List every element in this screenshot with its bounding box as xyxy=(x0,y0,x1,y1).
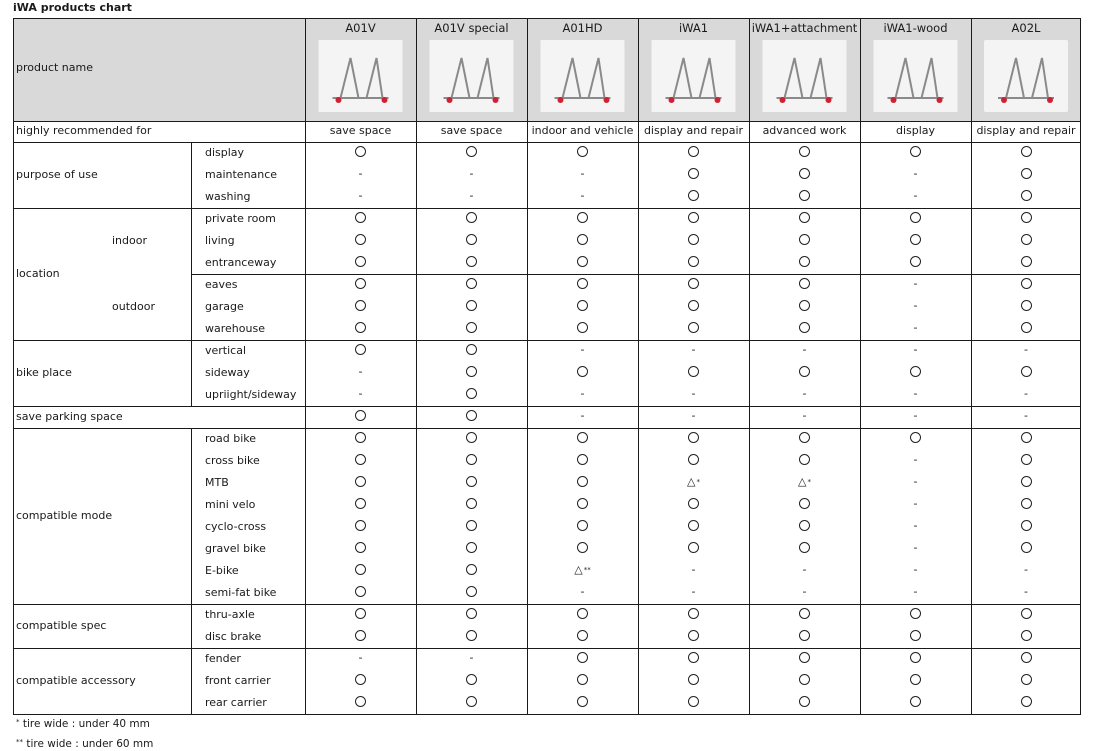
dash-mark: - xyxy=(1024,409,1028,422)
circle-mark xyxy=(860,145,971,159)
circle-mark xyxy=(971,475,1081,489)
triangle-mark: △* xyxy=(798,475,811,488)
grid-line xyxy=(191,142,192,208)
circle-mark xyxy=(971,167,1081,181)
row-label-eaves: eaves xyxy=(205,278,238,291)
circle-mark xyxy=(305,453,416,467)
triangle-mark: △** xyxy=(574,563,591,576)
row-label-front-carrier: front carrier xyxy=(205,674,271,687)
circle-mark xyxy=(749,233,860,247)
grid-line xyxy=(13,121,1081,122)
circle-mark xyxy=(305,255,416,269)
row-label-warehouse: warehouse xyxy=(205,322,265,335)
circle-mark xyxy=(971,365,1081,379)
row-label-living: living xyxy=(205,234,235,247)
dash-mark: - xyxy=(691,563,696,576)
grid-line xyxy=(191,274,1081,275)
circle-mark xyxy=(416,365,527,379)
circle-mark xyxy=(416,629,527,643)
row-label-private-room: private room xyxy=(205,212,276,225)
footnote-marker: ** xyxy=(16,738,23,746)
subgroup-label-2-2: outdoor xyxy=(112,300,155,313)
circle-mark xyxy=(638,145,749,159)
dash-mark: - xyxy=(580,409,585,422)
row-label-mini-velo: mini velo xyxy=(205,498,256,511)
circle-mark xyxy=(638,189,749,203)
row-label-e-bike: E-bike xyxy=(205,564,239,577)
dash-mark: - xyxy=(913,321,918,334)
row-label-road-bike: road bike xyxy=(205,432,257,445)
dash-mark: - xyxy=(913,563,918,576)
circle-mark xyxy=(305,563,416,577)
row-label-fender: fender xyxy=(205,652,241,665)
row-label-garage: garage xyxy=(205,300,244,313)
circle-mark xyxy=(749,211,860,225)
dash-mark: - xyxy=(913,497,918,510)
circle-mark xyxy=(749,277,860,291)
circle-mark xyxy=(527,233,638,247)
grid-line xyxy=(191,604,192,648)
circle-mark xyxy=(305,431,416,445)
grid-line xyxy=(13,18,14,715)
footnote-text: tire wide : under 60 mm xyxy=(23,738,154,750)
circle-mark xyxy=(971,255,1081,269)
circle-mark xyxy=(305,497,416,511)
circle-mark xyxy=(527,321,638,335)
dash-mark: - xyxy=(469,189,474,202)
circle-mark xyxy=(749,189,860,203)
circle-mark xyxy=(527,541,638,555)
grid-line xyxy=(13,604,1081,605)
dash-mark: - xyxy=(802,563,807,576)
group-label-6: compatible spec xyxy=(16,619,107,632)
circle-mark xyxy=(527,255,638,269)
dash-mark: - xyxy=(358,365,363,378)
circle-mark xyxy=(638,453,749,467)
circle-mark xyxy=(305,585,416,599)
grid-line xyxy=(13,428,1081,429)
circle-mark xyxy=(305,673,416,687)
recommended-7: display and repair xyxy=(976,124,1076,137)
dash-mark: - xyxy=(802,343,807,356)
circle-mark xyxy=(416,299,527,313)
dash-mark: - xyxy=(913,585,918,598)
circle-mark xyxy=(749,321,860,335)
circle-mark xyxy=(749,695,860,709)
circle-mark xyxy=(416,563,527,577)
group-label-1: purpose of use xyxy=(16,168,98,181)
grid-line xyxy=(13,406,1081,407)
circle-mark xyxy=(971,211,1081,225)
circle-mark xyxy=(638,497,749,511)
circle-mark xyxy=(860,651,971,665)
dash-mark: - xyxy=(802,387,807,400)
chart-title: iWA products chart xyxy=(13,1,132,14)
circle-mark xyxy=(305,211,416,225)
circle-mark xyxy=(416,277,527,291)
dash-mark: - xyxy=(913,387,918,400)
product-photo-2 xyxy=(429,40,514,112)
dash-mark: - xyxy=(580,167,585,180)
circle-mark xyxy=(416,145,527,159)
dash-mark: - xyxy=(1024,387,1028,400)
row-label-gravel-bike: gravel bike xyxy=(205,542,266,555)
circle-mark xyxy=(527,277,638,291)
dash-mark: - xyxy=(913,277,918,290)
row-label-cross-bike: cross bike xyxy=(205,454,260,467)
group-label-5: compatible mode xyxy=(16,509,113,522)
circle-mark xyxy=(305,475,416,489)
row-label-entranceway: entranceway xyxy=(205,256,277,269)
circle-mark xyxy=(638,541,749,555)
circle-mark xyxy=(416,519,527,533)
grid-line xyxy=(13,18,1081,19)
dash-mark: - xyxy=(913,299,918,312)
product-name-6: iWA1-wood xyxy=(883,21,948,35)
circle-mark xyxy=(416,233,527,247)
group-label-7: compatible accessory xyxy=(16,674,136,687)
circle-mark xyxy=(305,695,416,709)
circle-mark xyxy=(638,673,749,687)
dash-mark: - xyxy=(913,343,918,356)
circle-mark xyxy=(527,431,638,445)
dash-mark: - xyxy=(469,651,474,664)
products-table xyxy=(13,18,1081,715)
circle-mark xyxy=(749,255,860,269)
group-label-4: save parking space xyxy=(16,410,123,423)
circle-mark xyxy=(305,299,416,313)
circle-mark xyxy=(305,233,416,247)
circle-mark xyxy=(971,431,1081,445)
circle-mark xyxy=(971,497,1081,511)
circle-mark xyxy=(860,629,971,643)
row-label-rear-carrier: rear carrier xyxy=(205,696,267,709)
circle-mark xyxy=(749,365,860,379)
circle-mark xyxy=(971,233,1081,247)
dash-mark: - xyxy=(691,343,696,356)
circle-mark xyxy=(860,695,971,709)
grid-line xyxy=(191,428,192,604)
dash-mark: - xyxy=(358,189,363,202)
row-label-maintenance: maintenance xyxy=(205,168,278,181)
circle-mark xyxy=(749,519,860,533)
circle-mark xyxy=(416,497,527,511)
circle-mark xyxy=(749,431,860,445)
grid-line xyxy=(191,648,192,714)
row-label-display: display xyxy=(205,146,245,159)
circle-mark xyxy=(416,211,527,225)
dash-mark: - xyxy=(469,167,474,180)
recommended-3: indoor and vehicle xyxy=(531,124,634,137)
dash-mark: - xyxy=(691,387,696,400)
circle-mark xyxy=(527,651,638,665)
dash-mark: - xyxy=(358,167,363,180)
circle-mark xyxy=(527,673,638,687)
product-name-7: A02L xyxy=(1011,21,1041,35)
circle-mark xyxy=(860,365,971,379)
dash-mark: - xyxy=(358,387,363,400)
row-label-semi-fat-bike: semi-fat bike xyxy=(205,586,277,599)
footnote-marker: * xyxy=(16,718,20,726)
circle-mark xyxy=(416,607,527,621)
grid-line xyxy=(13,340,1081,341)
circle-mark xyxy=(971,189,1081,203)
circle-mark xyxy=(416,409,527,423)
circle-mark xyxy=(416,453,527,467)
product-photo-1 xyxy=(318,40,403,112)
circle-mark xyxy=(638,277,749,291)
footnote-1 xyxy=(16,718,150,730)
dash-mark: - xyxy=(580,387,585,400)
circle-mark xyxy=(638,167,749,181)
circle-mark xyxy=(527,453,638,467)
circle-mark xyxy=(527,695,638,709)
product-name-1: A01V xyxy=(345,21,376,35)
dash-mark: - xyxy=(913,189,918,202)
circle-mark xyxy=(860,233,971,247)
dash-mark: - xyxy=(1024,343,1028,356)
circle-mark xyxy=(749,673,860,687)
grid-line xyxy=(13,714,1081,715)
dash-mark: - xyxy=(580,343,585,356)
dash-mark: - xyxy=(1024,563,1028,576)
circle-mark xyxy=(860,211,971,225)
circle-mark xyxy=(527,607,638,621)
circle-mark xyxy=(638,233,749,247)
circle-mark xyxy=(749,607,860,621)
circle-mark xyxy=(305,629,416,643)
group-label-2: location xyxy=(16,267,60,280)
circle-mark xyxy=(638,629,749,643)
circle-mark xyxy=(416,585,527,599)
recommended-6: display xyxy=(895,124,936,137)
product-name-5: iWA1+attachment xyxy=(751,21,858,35)
dash-mark: - xyxy=(913,409,918,422)
circle-mark xyxy=(416,673,527,687)
circle-mark xyxy=(305,409,416,423)
circle-mark xyxy=(971,519,1081,533)
grid-line xyxy=(191,340,192,406)
product-name-label: product name xyxy=(16,61,93,74)
row-label-sideway: sideway xyxy=(205,366,250,379)
dash-mark: - xyxy=(580,189,585,202)
product-photo-6 xyxy=(873,40,958,112)
circle-mark xyxy=(527,519,638,533)
circle-mark xyxy=(527,497,638,511)
group-label-3: bike place xyxy=(16,366,72,379)
dash-mark: - xyxy=(580,585,585,598)
circle-mark xyxy=(638,255,749,269)
circle-mark xyxy=(749,299,860,313)
recommended-4: display and repair xyxy=(643,124,744,137)
circle-mark xyxy=(638,651,749,665)
circle-mark xyxy=(971,629,1081,643)
circle-mark xyxy=(638,431,749,445)
circle-mark xyxy=(527,299,638,313)
circle-mark xyxy=(971,651,1081,665)
dash-mark: - xyxy=(913,475,918,488)
circle-mark xyxy=(971,277,1081,291)
circle-mark xyxy=(860,431,971,445)
circle-mark xyxy=(305,277,416,291)
circle-mark xyxy=(305,145,416,159)
footnote-2 xyxy=(16,738,153,750)
circle-mark xyxy=(860,607,971,621)
circle-mark xyxy=(527,475,638,489)
circle-mark xyxy=(638,365,749,379)
row-label-thru-axle: thru-axle xyxy=(205,608,255,621)
circle-mark xyxy=(971,607,1081,621)
grid-line xyxy=(13,142,1081,143)
circle-mark xyxy=(749,651,860,665)
circle-mark xyxy=(527,365,638,379)
dash-mark: - xyxy=(802,585,807,598)
circle-mark xyxy=(527,145,638,159)
product-name-4: iWA1 xyxy=(678,21,709,35)
circle-mark xyxy=(305,607,416,621)
circle-mark xyxy=(305,343,416,357)
circle-mark xyxy=(971,541,1081,555)
circle-mark xyxy=(305,541,416,555)
circle-mark xyxy=(638,519,749,533)
product-photo-7 xyxy=(984,40,1068,112)
circle-mark xyxy=(638,607,749,621)
circle-mark xyxy=(971,321,1081,335)
recommended-2: save space xyxy=(440,124,503,137)
dash-mark: - xyxy=(358,651,363,664)
dash-mark: - xyxy=(1024,585,1028,598)
product-name-3: A01HD xyxy=(562,21,603,35)
row-label-disc-brake: disc brake xyxy=(205,630,262,643)
dash-mark: - xyxy=(691,585,696,598)
recommended-label: highly recommended for xyxy=(16,124,152,137)
circle-mark xyxy=(971,673,1081,687)
circle-mark xyxy=(749,453,860,467)
recommended-5: advanced work xyxy=(762,124,847,137)
circle-mark xyxy=(305,519,416,533)
circle-mark xyxy=(749,167,860,181)
circle-mark xyxy=(749,497,860,511)
footnote-text: tire wide : under 40 mm xyxy=(19,718,150,730)
circle-mark xyxy=(749,145,860,159)
circle-mark xyxy=(416,255,527,269)
grid-line xyxy=(13,648,1081,649)
circle-mark xyxy=(416,695,527,709)
circle-mark xyxy=(971,145,1081,159)
circle-mark xyxy=(971,299,1081,313)
circle-mark xyxy=(860,255,971,269)
circle-mark xyxy=(305,321,416,335)
subgroup-label-2-1: indoor xyxy=(112,234,147,247)
dash-mark: - xyxy=(913,453,918,466)
circle-mark xyxy=(638,695,749,709)
circle-mark xyxy=(416,387,527,401)
product-name-2: A01V special xyxy=(434,21,509,35)
row-label-upriight-sideway: upriight/sideway xyxy=(205,388,297,401)
circle-mark xyxy=(527,629,638,643)
recommended-1: save space xyxy=(329,124,392,137)
circle-mark xyxy=(527,211,638,225)
row-label-cyclo-cross: cyclo-cross xyxy=(205,520,267,533)
dash-mark: - xyxy=(913,541,918,554)
row-label-washing: washing xyxy=(205,190,251,203)
dash-mark: - xyxy=(691,409,696,422)
circle-mark xyxy=(416,321,527,335)
product-photo-4 xyxy=(651,40,736,112)
circle-mark xyxy=(416,431,527,445)
triangle-mark: △* xyxy=(687,475,700,488)
circle-mark xyxy=(416,475,527,489)
circle-mark xyxy=(749,541,860,555)
circle-mark xyxy=(971,453,1081,467)
circle-mark xyxy=(971,695,1081,709)
dash-mark: - xyxy=(913,167,918,180)
row-label-mtb: MTB xyxy=(205,476,229,489)
product-photo-5 xyxy=(762,40,847,112)
dash-mark: - xyxy=(802,409,807,422)
row-label-vertical: vertical xyxy=(205,344,247,357)
circle-mark xyxy=(638,321,749,335)
circle-mark xyxy=(860,673,971,687)
circle-mark xyxy=(638,299,749,313)
product-photo-3 xyxy=(540,40,625,112)
circle-mark xyxy=(638,211,749,225)
dash-mark: - xyxy=(913,519,918,532)
circle-mark xyxy=(749,629,860,643)
circle-mark xyxy=(416,541,527,555)
grid-line xyxy=(13,208,1081,209)
circle-mark xyxy=(416,343,527,357)
